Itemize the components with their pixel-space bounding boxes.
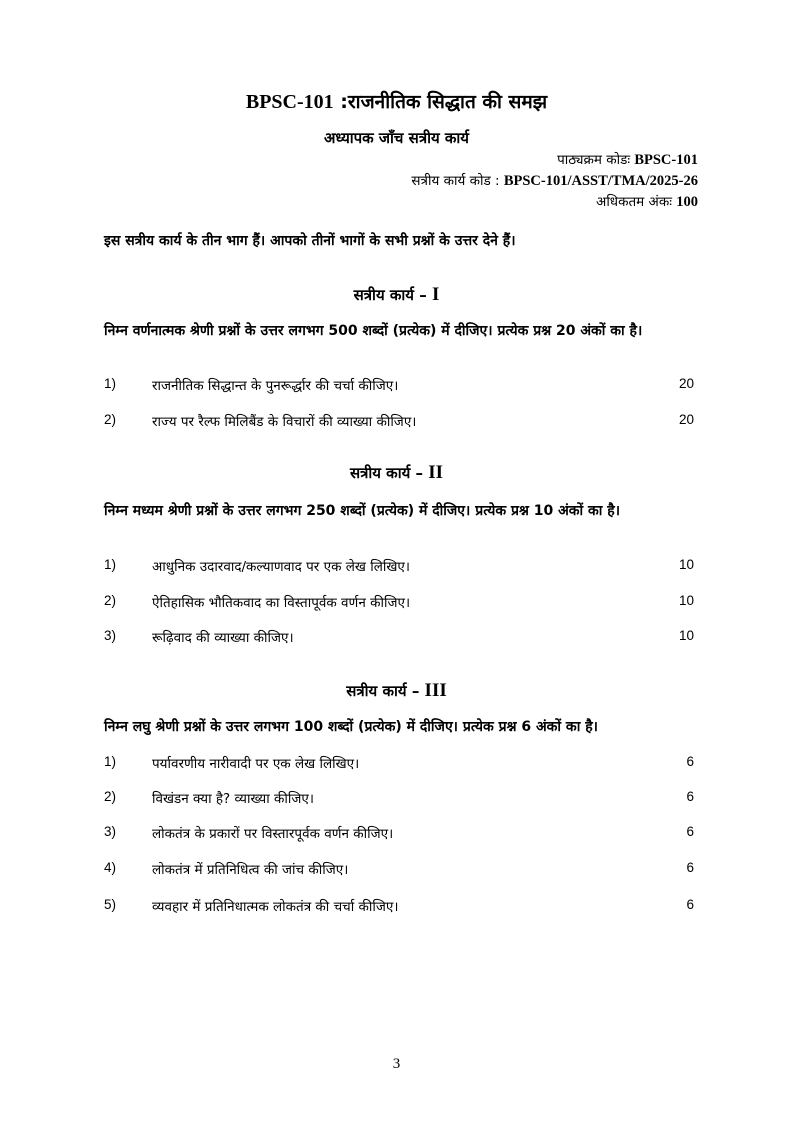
general-instruction: इस सत्रीय कार्य के तीन भाग हैं। आपको तीनों भागों के सभी प्रश्नों के उत्तर देने हैं।	[104, 233, 516, 249]
section-3-instruction: निम्न लघु श्रेणी प्रश्नों के उत्तर लगभग 100 शब्दों (प्रत्येक) में दीजिए। प्रत्येक प्रश्न 6 अंकों का है।	[104, 719, 598, 735]
question-text: आधुनिक उदारवाद/कल्याणवाद पर एक लेख लिखिए।	[152, 559, 411, 575]
question-text: व्यवहार में प्रतिनिधात्मक लोकतंत्र की चर्चा कीजिए।	[152, 899, 399, 915]
title-separator: :	[333, 91, 348, 113]
question-number: 3)	[104, 628, 117, 643]
question-marks: 6	[686, 754, 694, 769]
course-code-line	[411, 150, 698, 171]
question-number: 2)	[104, 593, 117, 608]
question-number: 2)	[104, 412, 117, 427]
question-number: 1)	[104, 376, 117, 391]
question-number: 1)	[104, 557, 117, 572]
section-heading-2	[0, 462, 793, 484]
question-number: 1)	[104, 754, 117, 769]
question-row	[104, 897, 698, 919]
question-text: राज्य पर रैल्फ मिलिबैंड के विचारों की व्याख्या कीजिए।	[152, 414, 417, 430]
section-2-instruction: निम्न मध्यम श्रेणी प्रश्नों के उत्तर लगभग 250 शब्दों (प्रत्येक) में दीजिए। प्रत्येक प्रश्न 10 अंकों का है।	[104, 503, 621, 519]
page-number: 3	[392, 1056, 401, 1072]
question-marks: 6	[686, 789, 694, 804]
question-row	[104, 593, 698, 615]
course-title-hindi: राजनीतिक सिद्धात की समझ	[347, 91, 548, 113]
question-text: ऐतिहासिक भौतिकवाद का विस्तापूर्वक वर्णन कीजिए।	[152, 595, 411, 611]
question-row	[104, 412, 698, 434]
question-marks: 10	[678, 628, 694, 643]
section-heading-3	[0, 680, 793, 702]
assignment-code-label: सत्रीय कार्य कोड :	[411, 173, 500, 189]
section-heading-dash: –	[413, 286, 432, 304]
question-number: 3)	[104, 824, 117, 839]
document-title	[0, 88, 793, 114]
question-text: पर्यावरणीय नारीवादी पर एक लेख लिखिए।	[152, 756, 360, 772]
question-marks: 6	[686, 860, 694, 875]
question-text: विखंडन क्या है? व्याख्या कीजिए।	[152, 791, 314, 807]
section-heading-1	[0, 284, 793, 306]
section-1-instruction: निम्न वर्णनात्मक श्रेणी प्रश्नों के उत्तर लगभग 500 शब्दों (प्रत्येक) में दीजिए। प्रत्येक प्रश्न 20 अंकों का है।	[104, 323, 643, 339]
assignment-meta	[411, 150, 698, 213]
assignment-code-value: BPSC-101/ASST/TMA/2025-26	[503, 173, 698, 189]
question-text: राजनीतिक सिद्धान्त के पुनरूर्द्धार की चर्चा कीजिए।	[152, 378, 399, 394]
question-row	[104, 860, 698, 882]
question-row	[104, 557, 698, 579]
question-row	[104, 789, 698, 811]
question-number: 2)	[104, 789, 117, 804]
question-row	[104, 754, 698, 776]
course-code-label: पाठ्यक्रम कोडः	[557, 152, 631, 168]
question-row	[104, 824, 698, 846]
question-marks: 6	[686, 897, 694, 912]
document-subtitle: अध्यापक जाँच सत्रीय कार्य	[323, 129, 470, 147]
max-marks-line	[411, 192, 698, 213]
question-number: 4)	[104, 860, 117, 875]
max-marks-label: अधिकतम अंकः	[596, 194, 672, 210]
section-heading-roman: II	[428, 462, 444, 483]
question-row	[104, 376, 698, 398]
question-row	[104, 628, 698, 650]
max-marks-value: 100	[676, 194, 698, 210]
section-heading-dash: –	[406, 682, 425, 700]
section-heading-roman: III	[424, 680, 447, 701]
section-heading-label: सत्रीय कार्य	[349, 464, 411, 482]
section-heading-label: सत्रीय कार्य	[346, 682, 407, 700]
assignment-code-line	[411, 171, 698, 192]
course-code-title: BPSC-101	[245, 91, 334, 113]
section-heading-dash: –	[410, 464, 429, 482]
question-marks: 10	[678, 557, 694, 572]
question-marks: 20	[678, 412, 694, 427]
section-heading-roman: I	[431, 284, 440, 305]
question-text: रूढ़िवाद की व्याख्या कीजिए।	[152, 630, 294, 646]
question-marks: 6	[686, 824, 694, 839]
question-marks: 20	[678, 376, 694, 391]
question-number: 5)	[104, 897, 117, 912]
question-marks: 10	[678, 593, 694, 608]
question-text: लोकतंत्र में प्रतिनिधित्व की जांच कीजिए।	[152, 862, 349, 878]
course-code-value: BPSC-101	[634, 152, 698, 168]
question-text: लोकतंत्र के प्रकारों पर विस्तारपूर्वक वर्णन कीजिए।	[152, 826, 394, 842]
section-heading-label: सत्रीय कार्य	[353, 286, 414, 304]
